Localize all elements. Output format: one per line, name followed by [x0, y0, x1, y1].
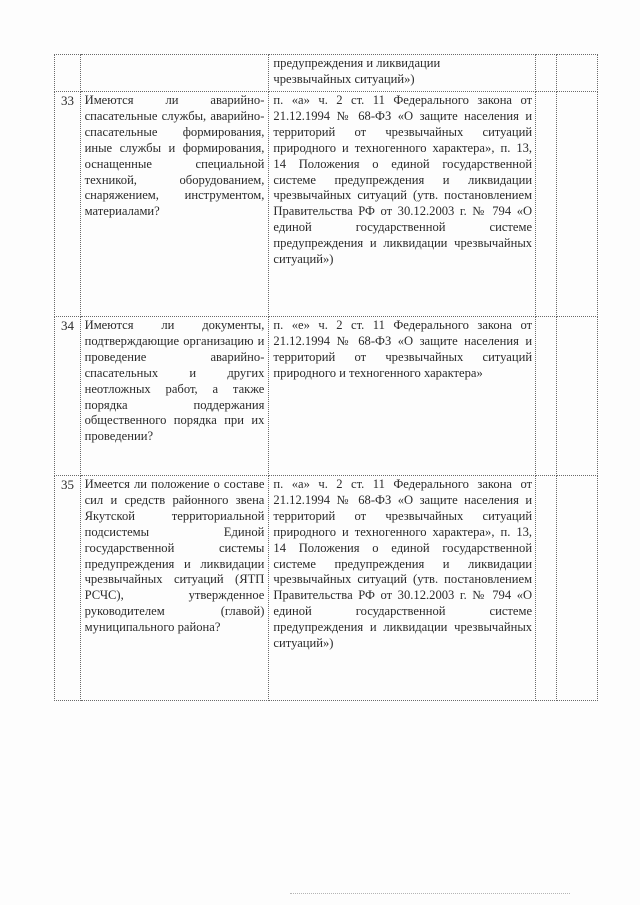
legal-basis: п. «е» ч. 2 ст. 11 Федерального закона от 21.12.1994 № 68-ФЗ «О защите населения и территорий от чрезвычайных ситуаций природного и техногенного характера» — [269, 317, 536, 476]
table-row — [55, 55, 598, 92]
requirement-question — [80, 55, 269, 92]
requirement-question: Имеются ли документы, подтверждающие организацию и проведение аварийно-спасательных и других неотложных работ, а также порядка поддержания общественного порядка при их проведении? — [80, 317, 269, 476]
checklist-table — [54, 54, 598, 701]
row-number: 34 — [55, 317, 81, 476]
row-number: 35 — [55, 476, 81, 701]
requirement-question: Имеется ли положение о составе сил и средств районного звена Якутской территориальной подсистемы Единой государственной системы предупреждения и ликвидации чрезвычайных ситуаций (ЯТП РСЧС), утвержденное руководителем (главой) муниципального района? — [80, 476, 269, 701]
answer-cell-yes — [536, 92, 557, 317]
answer-cell-no — [557, 317, 598, 476]
legal-basis: п. «а» ч. 2 ст. 11 Федерального закона от 21.12.1994 № 68-ФЗ «О защите населения и территорий от чрезвычайных ситуаций природного и техногенного характера», п. 13, 14 Положения о единой государственной системе предупреждения и ликвидации чрезвычайных ситуаций (утв. постановлением Правительства РФ от 30.12.2003 г. № 794 «О единой государственной системе предупреждения и ликвидации чрезвычайных ситуаций») — [269, 476, 536, 701]
answer-cell-yes — [536, 317, 557, 476]
table-row — [55, 476, 598, 701]
legal-basis: предупреждения и ликвидации чрезвычайных ситуаций») — [269, 55, 536, 92]
footer-scan-line — [290, 893, 570, 894]
requirement-question: Имеются ли аварийно-спасательные службы, аварийно-спасательные формирования, иные службы и формирования, оснащенные специальной техникой, оборудованием, снаряжением, инструментом, материалами? — [80, 92, 269, 317]
answer-cell-yes — [536, 55, 557, 92]
answer-cell-no — [557, 476, 598, 701]
table-row — [55, 317, 598, 476]
answer-cell-yes — [536, 476, 557, 701]
legal-basis: п. «а» ч. 2 ст. 11 Федерального закона от 21.12.1994 № 68-ФЗ «О защите населения и территорий от чрезвычайных ситуаций природного и техногенного характера», п. 13, 14 Положения о единой государственной системе предупреждения и ликвидации чрезвычайных ситуаций (утв. постановлением Правительства РФ от 30.12.2003 г. № 794 «О единой государственной системе предупреждения и ликвидации чрезвычайных ситуаций») — [269, 92, 536, 317]
table-row — [55, 92, 598, 317]
answer-cell-no — [557, 92, 598, 317]
answer-cell-no — [557, 55, 598, 92]
row-number: 33 — [55, 92, 81, 317]
row-number — [55, 55, 81, 92]
